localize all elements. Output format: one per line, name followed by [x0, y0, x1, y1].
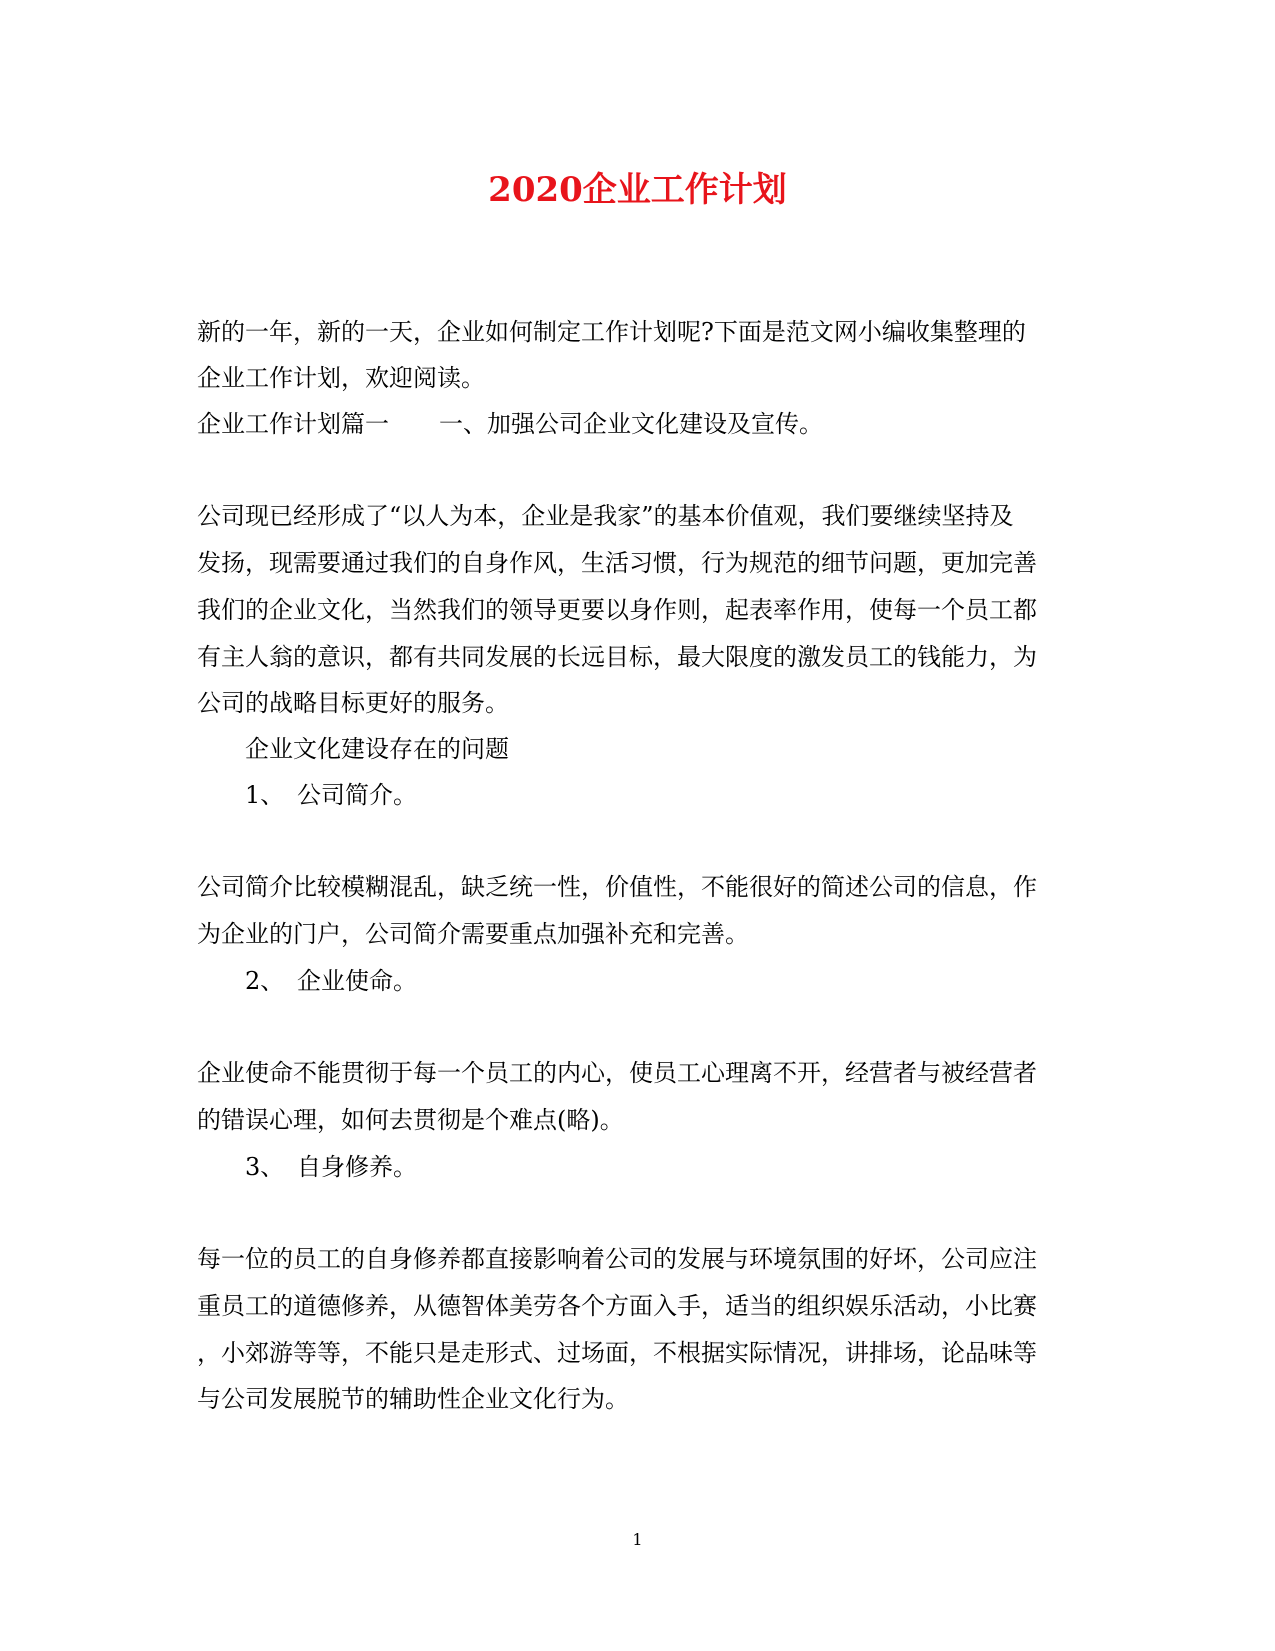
item-1-line-1: 公司简介比较模糊混乱，缺乏统一性，价值性，不能很好的简述公司的信息，作 [197, 873, 1037, 901]
item-3-label: 自身修养。 [297, 1153, 417, 1181]
intro-line-2: 企业工作计划，欢迎阅读。 [197, 364, 485, 392]
item-2-label: 企业使命。 [297, 967, 417, 995]
item-3-line-2: 重员工的道德修养，从德智体美劳各个方面入手，适当的组织娱乐活动，小比赛 [197, 1292, 1037, 1320]
culture-line-2: 发扬，现需要通过我们的自身作风，生活习惯，行为规范的细节问题，更加完善 [197, 549, 1037, 577]
section-item-label: 一、加强公司企业文化建设及宣传。 [439, 410, 823, 438]
item-1-label: 公司简介。 [297, 781, 417, 809]
item-3-number: 3、 [245, 1153, 285, 1181]
item-2-line-2: 的错误心理，如何去贯彻是个难点(略)。 [197, 1106, 624, 1134]
culture-line-1: 公司现已经形成了“以人为本，企业是我家”的基本价值观，我们要继续坚持及 [197, 502, 1014, 530]
section-part-label: 企业工作计划篇一 [197, 410, 389, 438]
item-3-heading [245, 1152, 417, 1182]
culture-line-3: 我们的企业文化，当然我们的领导更要以身作则，起表率作用，使每一个员工都 [197, 596, 1037, 624]
item-1-number: 1、 [245, 781, 285, 809]
problems-heading: 企业文化建设存在的问题 [245, 735, 509, 763]
item-1-line-2: 为企业的门户，公司简介需要重点加强补充和完善。 [197, 920, 749, 948]
section-heading [197, 409, 823, 439]
page-number: 1 [632, 1530, 643, 1549]
item-2-heading [245, 966, 417, 996]
item-3-line-3: ，小郊游等等，不能只是走形式、过场面，不根据实际情况，讲排场，论品味等 [197, 1339, 1037, 1367]
item-3-line-4: 与公司发展脱节的辅助性企业文化行为。 [197, 1385, 629, 1413]
document-title: 2020企业工作计划 [488, 170, 787, 210]
intro-line-1: 新的一年，新的一天，企业如何制定工作计划呢?下面是范文网小编收集整理的 [197, 318, 1026, 346]
culture-line-5: 公司的战略目标更好的服务。 [197, 689, 509, 717]
item-3-line-1: 每一位的员工的自身修养都直接影响着公司的发展与环境氛围的好坏，公司应注 [197, 1245, 1037, 1273]
item-1-heading [245, 780, 417, 810]
item-2-number: 2、 [245, 967, 285, 995]
culture-line-4: 有主人翁的意识，都有共同发展的长远目标，最大限度的激发员工的钱能力，为 [197, 643, 1037, 671]
item-2-line-1: 企业使命不能贯彻于每一个员工的内心，使员工心理离不开，经营者与被经营者 [197, 1059, 1037, 1087]
